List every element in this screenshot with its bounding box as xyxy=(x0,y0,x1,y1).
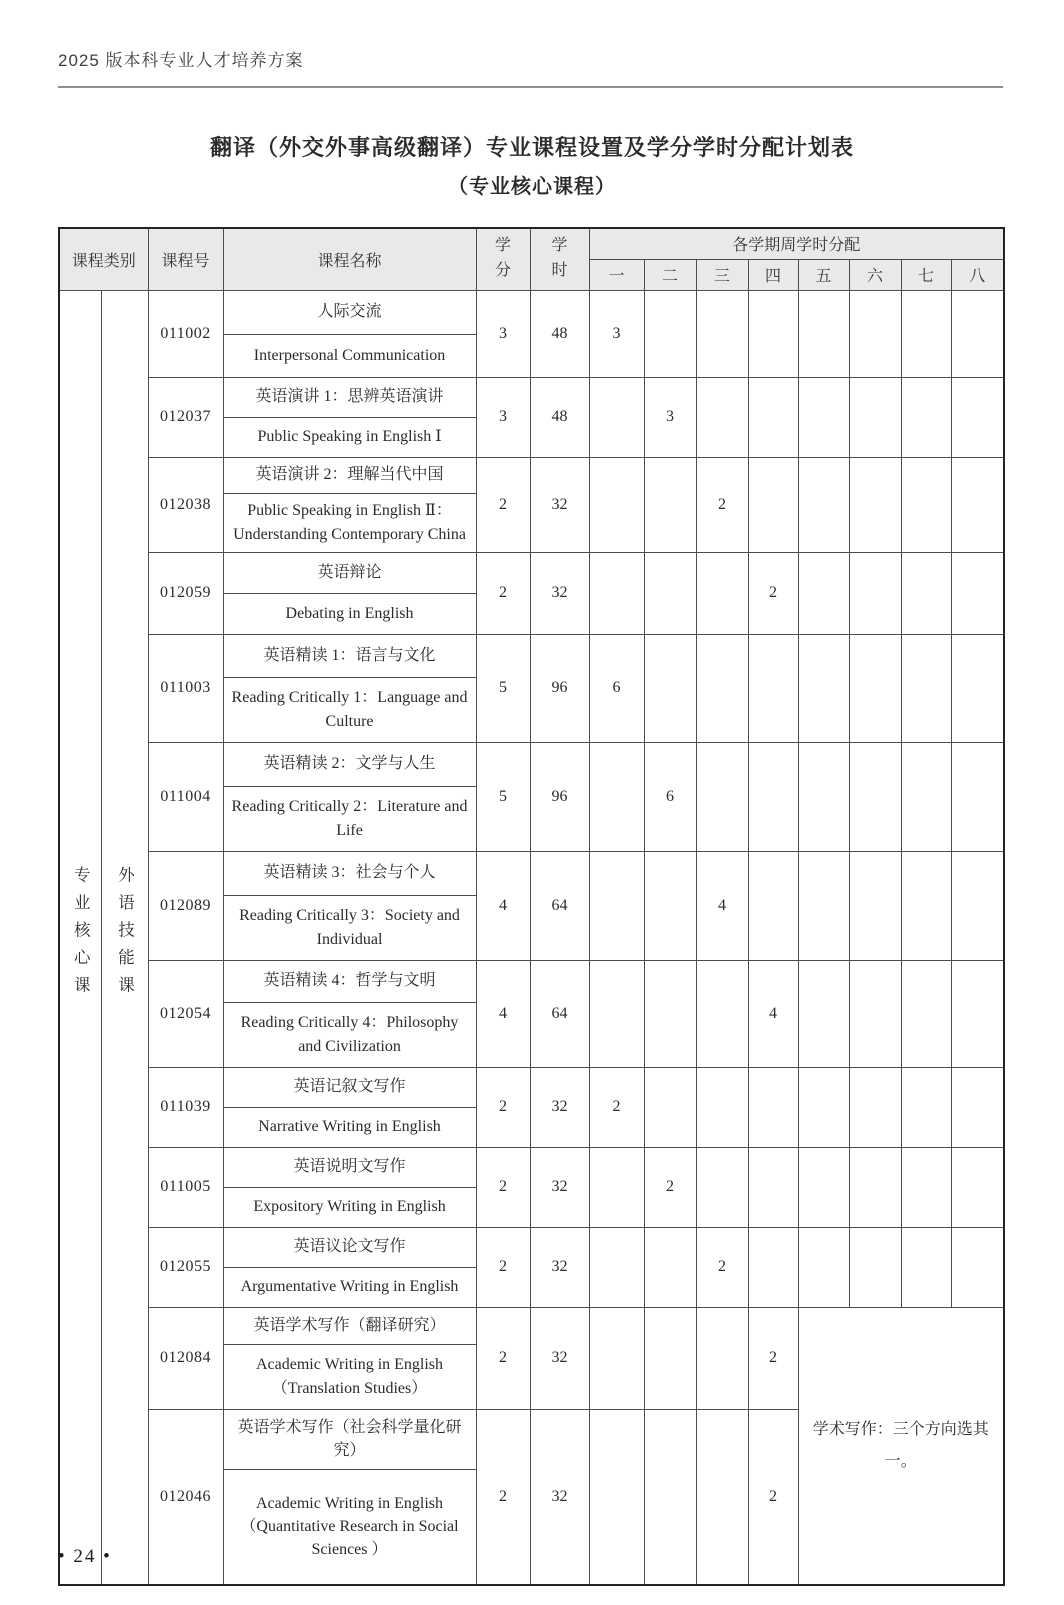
semester-hours xyxy=(644,960,696,1067)
semester-hours xyxy=(798,960,849,1067)
semester-hours xyxy=(798,1147,849,1227)
semester-hours xyxy=(849,960,901,1067)
semester-hours xyxy=(644,290,696,377)
course-row-cn xyxy=(59,377,1004,417)
semester-hours xyxy=(748,742,798,851)
semester-hours xyxy=(748,1067,798,1147)
semester-hours: 3 xyxy=(644,377,696,457)
semester-hours xyxy=(951,1067,1004,1147)
semester-hours xyxy=(644,1227,696,1307)
course-name-en: Reading Critically 4：Philosophy and Civilization xyxy=(223,1002,476,1067)
credits-value: 2 xyxy=(476,1307,530,1409)
semester-hours xyxy=(644,851,696,960)
semester-hours xyxy=(849,1227,901,1307)
course-row-cn xyxy=(59,290,1004,334)
hours-value: 32 xyxy=(530,1147,589,1227)
course-name-cn: 英语议论文写作 xyxy=(223,1227,476,1267)
semester-hours xyxy=(644,634,696,742)
semester-hours xyxy=(589,377,644,457)
hours-value: 64 xyxy=(530,851,589,960)
course-name-en: Debating in English xyxy=(223,593,476,634)
course-no: 012038 xyxy=(148,457,223,552)
semester-hours xyxy=(644,552,696,634)
semester-hours: 4 xyxy=(748,960,798,1067)
course-row-cn xyxy=(59,742,1004,786)
semester-hours xyxy=(849,552,901,634)
semester-hours xyxy=(696,290,748,377)
course-no: 012059 xyxy=(148,552,223,634)
semester-hours xyxy=(951,552,1004,634)
course-no: 012084 xyxy=(148,1307,223,1409)
course-no: 012089 xyxy=(148,851,223,960)
semester-hours xyxy=(951,1227,1004,1307)
course-name-en: Interpersonal Communication xyxy=(223,334,476,377)
semester-hours xyxy=(696,1147,748,1227)
semester-hours xyxy=(696,634,748,742)
col-header-category: 课程类别 xyxy=(59,228,148,290)
page-number: • 24 • xyxy=(58,1546,112,1567)
semester-hours: 2 xyxy=(696,457,748,552)
course-no: 011039 xyxy=(148,1067,223,1147)
semester-hours xyxy=(901,1067,951,1147)
col-header-sem-6: 六 xyxy=(849,259,901,290)
hours-value: 32 xyxy=(530,1307,589,1409)
semester-hours: 4 xyxy=(696,851,748,960)
course-row-cn xyxy=(59,851,1004,895)
course-name-cn: 英语精读 1：语言与文化 xyxy=(223,634,476,677)
semester-hours xyxy=(589,1409,644,1585)
course-no: 011005 xyxy=(148,1147,223,1227)
course-row-cn xyxy=(59,457,1004,493)
hours-value: 32 xyxy=(530,1067,589,1147)
semester-hours xyxy=(951,634,1004,742)
course-name-cn: 英语精读 2：文学与人生 xyxy=(223,742,476,786)
semester-hours xyxy=(901,960,951,1067)
semester-hours xyxy=(849,377,901,457)
course-name-en: Public Speaking in English Ⅰ xyxy=(223,417,476,457)
semester-hours xyxy=(951,290,1004,377)
semester-hours xyxy=(951,1147,1004,1227)
semester-hours xyxy=(798,290,849,377)
credits-value: 5 xyxy=(476,634,530,742)
semester-hours xyxy=(798,1067,849,1147)
course-row-cn xyxy=(59,552,1004,593)
semester-hours xyxy=(901,742,951,851)
semester-hours xyxy=(951,377,1004,457)
course-no: 011002 xyxy=(148,290,223,377)
credits-value: 4 xyxy=(476,851,530,960)
course-name-en: Public Speaking in English Ⅱ：Understanding Contemporary China xyxy=(223,493,476,552)
semester-hours xyxy=(901,634,951,742)
page-subtitle: （专业核心课程） xyxy=(448,176,616,198)
course-name-en: Reading Critically 3：Society and Individual xyxy=(223,895,476,960)
course-name-en: Narrative Writing in English xyxy=(223,1107,476,1147)
semester-hours xyxy=(798,1227,849,1307)
semester-hours xyxy=(951,960,1004,1067)
semester-hours xyxy=(748,1227,798,1307)
header-rule xyxy=(58,86,1003,88)
semester-hours xyxy=(849,290,901,377)
course-name-cn: 英语学术写作（社会科学量化研究） xyxy=(223,1409,476,1469)
semester-hours xyxy=(696,1409,748,1585)
semester-hours xyxy=(849,634,901,742)
semester-hours xyxy=(644,1307,696,1409)
hours-value: 32 xyxy=(530,1409,589,1585)
semester-hours xyxy=(644,1067,696,1147)
col-header-course-name: 课程名称 xyxy=(223,228,476,290)
credits-label: 学分 xyxy=(495,237,512,280)
semester-hours xyxy=(901,457,951,552)
semester-hours xyxy=(644,457,696,552)
academic-writing-note: 学术写作：三个方向选其一。 xyxy=(798,1307,1004,1585)
credits-value: 4 xyxy=(476,960,530,1067)
course-name-cn: 英语精读 3：社会与个人 xyxy=(223,851,476,895)
semester-hours: 6 xyxy=(644,742,696,851)
hours-value: 64 xyxy=(530,960,589,1067)
col-header-credits xyxy=(476,228,530,290)
credits-value: 2 xyxy=(476,1067,530,1147)
hours-label: 学时 xyxy=(551,237,568,280)
semester-hours xyxy=(748,634,798,742)
credits-value: 3 xyxy=(476,290,530,377)
course-name-en: Expository Writing in English xyxy=(223,1187,476,1227)
semester-hours: 2 xyxy=(589,1067,644,1147)
semester-hours xyxy=(748,457,798,552)
course-name-cn: 英语记叙文写作 xyxy=(223,1067,476,1107)
semester-hours: 6 xyxy=(589,634,644,742)
semester-hours xyxy=(589,960,644,1067)
semester-hours xyxy=(798,742,849,851)
course-name-en: Reading Critically 1：Language and Culture xyxy=(223,677,476,742)
category-primary: 专业核心课 xyxy=(59,290,101,1585)
course-row-cn xyxy=(59,1147,1004,1187)
credits-value: 2 xyxy=(476,1147,530,1227)
course-name-cn: 英语精读 4：哲学与文明 xyxy=(223,960,476,1002)
semester-hours xyxy=(951,851,1004,960)
hours-value: 96 xyxy=(530,634,589,742)
credits-value: 2 xyxy=(476,552,530,634)
semester-hours xyxy=(798,377,849,457)
course-no: 011003 xyxy=(148,634,223,742)
col-header-sem-1: 一 xyxy=(589,259,644,290)
semester-hours xyxy=(901,552,951,634)
semester-hours xyxy=(589,1227,644,1307)
semester-hours xyxy=(589,1307,644,1409)
semester-hours xyxy=(748,290,798,377)
semester-hours xyxy=(849,851,901,960)
col-header-sem-7: 七 xyxy=(901,259,951,290)
semester-hours xyxy=(748,851,798,960)
course-name-cn: 英语学术写作（翻译研究） xyxy=(223,1307,476,1344)
hours-value: 32 xyxy=(530,552,589,634)
semester-hours xyxy=(696,960,748,1067)
course-name-en: Academic Writing in English（Quantitative Research in Social Sciences ） xyxy=(223,1469,476,1585)
semester-hours xyxy=(589,851,644,960)
hours-value: 32 xyxy=(530,1227,589,1307)
semester-hours xyxy=(748,377,798,457)
col-header-course-no: 课程号 xyxy=(148,228,223,290)
course-row-cn xyxy=(59,960,1004,1002)
semester-hours xyxy=(589,1147,644,1227)
hours-value: 48 xyxy=(530,377,589,457)
semester-hours xyxy=(849,457,901,552)
semester-hours: 2 xyxy=(748,1307,798,1409)
semester-hours xyxy=(901,851,951,960)
course-row-cn xyxy=(59,1307,1004,1344)
col-header-sem-8: 八 xyxy=(951,259,1004,290)
course-name-cn: 英语辩论 xyxy=(223,552,476,593)
semester-hours xyxy=(696,552,748,634)
hours-value: 96 xyxy=(530,742,589,851)
category-secondary: 外语技能课 xyxy=(101,290,148,1585)
col-header-semester-group: 各学期周学时分配 xyxy=(589,228,1004,259)
semester-hours xyxy=(849,1147,901,1227)
course-name-en: Argumentative Writing in English xyxy=(223,1267,476,1307)
semester-hours xyxy=(696,377,748,457)
course-no: 012037 xyxy=(148,377,223,457)
col-header-sem-3: 三 xyxy=(696,259,748,290)
credits-value: 3 xyxy=(476,377,530,457)
semester-hours xyxy=(798,851,849,960)
semester-hours xyxy=(748,1147,798,1227)
running-header: 2025 版本科专业人才培养方案 xyxy=(58,51,304,70)
semester-hours xyxy=(798,552,849,634)
course-plan-table xyxy=(58,227,1005,1586)
course-no: 011004 xyxy=(148,742,223,851)
semester-hours xyxy=(589,552,644,634)
semester-hours xyxy=(696,742,748,851)
course-name-cn: 英语演讲 2：理解当代中国 xyxy=(223,457,476,493)
course-no: 012055 xyxy=(148,1227,223,1307)
course-name-cn: 人际交流 xyxy=(223,290,476,334)
semester-hours xyxy=(901,1227,951,1307)
semester-hours: 2 xyxy=(748,1409,798,1585)
credits-value: 2 xyxy=(476,1227,530,1307)
course-name-cn: 英语演讲 1：思辨英语演讲 xyxy=(223,377,476,417)
credits-value: 2 xyxy=(476,1409,530,1585)
semester-hours xyxy=(644,1409,696,1585)
course-row-cn xyxy=(59,1067,1004,1107)
semester-hours xyxy=(696,1067,748,1147)
semester-hours xyxy=(589,457,644,552)
credits-value: 2 xyxy=(476,457,530,552)
course-row-cn xyxy=(59,634,1004,677)
semester-hours xyxy=(798,457,849,552)
page-title: 翻译（外交外事高级翻译）专业课程设置及学分学时分配计划表 xyxy=(209,135,854,160)
semester-hours xyxy=(951,457,1004,552)
course-name-en: Reading Critically 2：Literature and Life xyxy=(223,786,476,851)
header-row-1 xyxy=(59,228,1004,259)
course-no: 012054 xyxy=(148,960,223,1067)
semester-hours xyxy=(951,742,1004,851)
col-header-sem-5: 五 xyxy=(798,259,849,290)
col-header-hours xyxy=(530,228,589,290)
course-row-cn xyxy=(59,1227,1004,1267)
hours-value: 48 xyxy=(530,290,589,377)
col-header-sem-4: 四 xyxy=(748,259,798,290)
semester-hours xyxy=(849,742,901,851)
semester-hours xyxy=(901,290,951,377)
credits-value: 5 xyxy=(476,742,530,851)
course-name-en: Academic Writing in English（Translation Studies） xyxy=(223,1344,476,1409)
semester-hours: 2 xyxy=(696,1227,748,1307)
course-no: 012046 xyxy=(148,1409,223,1585)
semester-hours xyxy=(798,634,849,742)
semester-hours: 3 xyxy=(589,290,644,377)
course-name-cn: 英语说明文写作 xyxy=(223,1147,476,1187)
semester-hours xyxy=(901,377,951,457)
semester-hours xyxy=(696,1307,748,1409)
semester-hours xyxy=(589,742,644,851)
semester-hours: 2 xyxy=(748,552,798,634)
col-header-sem-2: 二 xyxy=(644,259,696,290)
semester-hours xyxy=(849,1067,901,1147)
semester-hours xyxy=(901,1147,951,1227)
hours-value: 32 xyxy=(530,457,589,552)
semester-hours: 2 xyxy=(644,1147,696,1227)
